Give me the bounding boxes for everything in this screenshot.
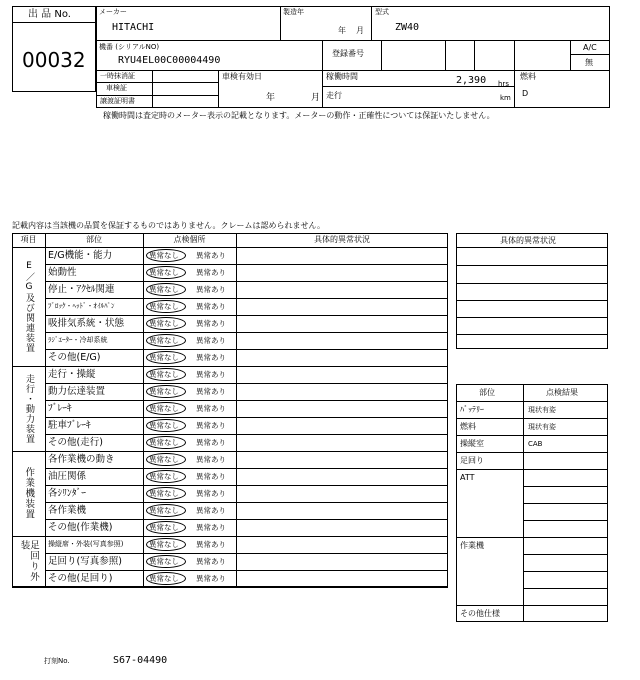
inspection-label: 車検有効日 bbox=[222, 72, 262, 81]
group-divider bbox=[12, 536, 448, 537]
maker-value: HITACHI bbox=[112, 22, 155, 33]
status-ng-label[interactable]: 異常あり bbox=[196, 370, 226, 379]
result-part-cab: 操縦室 bbox=[460, 439, 484, 448]
selected-oval-mark bbox=[146, 504, 186, 517]
status-ng-label[interactable]: 異常あり bbox=[196, 353, 226, 362]
row-divider bbox=[45, 281, 448, 282]
inspection-part: その他(E/G) bbox=[48, 352, 101, 363]
inspection-col-abnormal-header: 具体的異常状況 bbox=[314, 235, 370, 244]
model-label: 型式 bbox=[375, 8, 389, 16]
ac-value: 無 bbox=[585, 58, 593, 67]
inspection-part: 足回り(写真参照) bbox=[48, 556, 122, 567]
row-divider bbox=[45, 553, 448, 554]
status-ok-label[interactable]: 異常なし bbox=[149, 268, 179, 277]
model-value: ZW40 bbox=[395, 22, 420, 33]
selected-oval-mark bbox=[146, 487, 186, 500]
selected-oval-mark bbox=[146, 436, 186, 449]
status-ok-label[interactable]: 異常なし bbox=[149, 387, 179, 396]
column-divider bbox=[143, 233, 144, 587]
result-part-battery: ﾊﾞｯﾃﾘｰ bbox=[460, 405, 484, 414]
status-ok-label[interactable]: 異常なし bbox=[149, 455, 179, 464]
inspection-group-label: 作業機装置 bbox=[23, 467, 35, 520]
status-ok-label[interactable]: 異常なし bbox=[149, 302, 179, 311]
distance-unit: km bbox=[500, 94, 511, 102]
status-ng-label[interactable]: 異常あり bbox=[196, 557, 226, 566]
side-abnormal-header: 具体的異常状況 bbox=[500, 236, 556, 245]
status-ok-label[interactable]: 異常なし bbox=[149, 251, 179, 260]
inspection-part: その他(作業機) bbox=[48, 522, 113, 533]
status-ok-label[interactable]: 異常なし bbox=[149, 421, 179, 430]
selected-oval-mark bbox=[146, 334, 186, 347]
status-ng-label[interactable]: 異常あり bbox=[196, 404, 226, 413]
inspection-group-label: 足回り外装 bbox=[18, 540, 39, 582]
status-ng-label[interactable]: 異常あり bbox=[196, 268, 226, 277]
inspection-part: 各作業機の動き bbox=[48, 454, 115, 465]
serial-label: 機番 (シリアルNO) bbox=[99, 43, 160, 51]
status-ok-label[interactable]: 異常なし bbox=[149, 472, 179, 481]
status-ng-label[interactable]: 異常あり bbox=[196, 319, 226, 328]
row-divider bbox=[45, 417, 448, 418]
status-ok-label[interactable]: 異常なし bbox=[149, 540, 179, 549]
status-ng-label[interactable]: 異常あり bbox=[196, 472, 226, 481]
disclaimer: 記載内容は当該機の品質を保証するものではありません。クレームは認められません。 bbox=[12, 221, 325, 230]
status-ng-label[interactable]: 異常あり bbox=[196, 523, 226, 532]
result-value-battery: 現状有姿 bbox=[528, 406, 556, 414]
selected-oval-mark bbox=[146, 419, 186, 432]
selected-oval-mark bbox=[146, 300, 186, 313]
row-divider bbox=[45, 468, 448, 469]
status-ng-label[interactable]: 異常あり bbox=[196, 506, 226, 515]
status-ok-label[interactable]: 異常なし bbox=[149, 370, 179, 379]
status-ok-label[interactable]: 異常なし bbox=[149, 319, 179, 328]
status-ng-label[interactable]: 異常あり bbox=[196, 489, 226, 498]
maker-label: メーカー bbox=[99, 8, 127, 16]
result-col-part: 部位 bbox=[479, 388, 495, 397]
column-divider bbox=[236, 233, 237, 587]
inspection-part: 停止・ｱｸｾﾙ関連 bbox=[48, 284, 115, 295]
selected-oval-mark bbox=[146, 385, 186, 398]
fuel-value: D bbox=[522, 89, 529, 98]
hours-label: 稼働時間 bbox=[326, 72, 358, 81]
status-ok-label[interactable]: 異常なし bbox=[149, 557, 179, 566]
status-ok-label[interactable]: 異常なし bbox=[149, 336, 179, 345]
year-unit: 年 bbox=[338, 26, 346, 35]
selected-oval-mark bbox=[146, 266, 186, 279]
selected-oval-mark bbox=[146, 402, 186, 415]
row-divider bbox=[45, 570, 448, 571]
inspection-part: 始動性 bbox=[48, 267, 77, 278]
selected-oval-mark bbox=[146, 538, 186, 551]
selected-oval-mark bbox=[146, 249, 186, 262]
status-ok-label[interactable]: 異常なし bbox=[149, 438, 179, 447]
status-ng-label[interactable]: 異常あり bbox=[196, 540, 226, 549]
month-unit: 月 bbox=[356, 26, 364, 35]
inspection-part: ﾗｼﾞｴｰﾀｰ・冷却系統 bbox=[48, 336, 108, 344]
vehicle-cert-label: 車検証 bbox=[106, 84, 127, 92]
selected-oval-mark bbox=[146, 470, 186, 483]
selected-oval-mark bbox=[146, 351, 186, 364]
reg-no-label: 登録番号 bbox=[332, 49, 364, 58]
result-value-cab: CAB bbox=[528, 440, 543, 448]
status-ng-label[interactable]: 異常あり bbox=[196, 285, 226, 294]
stamp-no: S67-04490 bbox=[113, 655, 168, 666]
inspection-part: E/G機能・能力 bbox=[48, 250, 113, 261]
row-divider bbox=[45, 485, 448, 486]
inspection-col-part-header: 部位 bbox=[86, 235, 102, 244]
status-ng-label[interactable]: 異常あり bbox=[196, 574, 226, 583]
inspection-part: ﾌﾞﾛｯｸ・ﾍｯﾄﾞ・ｵｲﾙﾊﾟﾝ bbox=[48, 302, 115, 310]
row-divider bbox=[45, 519, 448, 520]
row-divider bbox=[45, 434, 448, 435]
result-part-undercarriage: 足回り bbox=[460, 456, 484, 465]
row-divider bbox=[45, 298, 448, 299]
inspection-month: 月 bbox=[311, 93, 321, 103]
selected-oval-mark bbox=[146, 572, 186, 585]
row-divider bbox=[45, 400, 448, 401]
status-ng-label[interactable]: 異常あり bbox=[196, 455, 226, 464]
selected-oval-mark bbox=[146, 453, 186, 466]
result-part-fuel: 燃料 bbox=[460, 422, 476, 431]
inspection-part: 吸排気系統・状態 bbox=[48, 318, 125, 329]
result-part-att: ATT bbox=[460, 473, 475, 482]
inspection-col-item-header: 項目 bbox=[20, 235, 37, 244]
status-ng-label[interactable]: 異常あり bbox=[196, 302, 226, 311]
inspection-year: 年 bbox=[266, 93, 276, 103]
inspection-part: ﾌﾞﾚｰｷ bbox=[48, 403, 72, 414]
lot-no: 00032 bbox=[22, 48, 86, 72]
selected-oval-mark bbox=[146, 283, 186, 296]
status-ng-label[interactable]: 異常あり bbox=[196, 251, 226, 260]
selected-oval-mark bbox=[146, 317, 186, 330]
row-divider bbox=[45, 264, 448, 265]
hours-note: 稼働時間は査定時のメーター表示の記載となります。メーターの動作・正確性については保証いたしません。 bbox=[103, 111, 495, 120]
status-ok-label[interactable]: 異常なし bbox=[149, 489, 179, 498]
result-part-work-equipment: 作業機 bbox=[460, 541, 484, 550]
transfer-cert-label: 譲渡証明書 bbox=[100, 97, 135, 105]
row-divider bbox=[45, 502, 448, 503]
status-ok-label[interactable]: 異常なし bbox=[149, 353, 179, 362]
row-divider bbox=[45, 315, 448, 316]
inspection-group-label: 走行・動力装置 bbox=[24, 373, 34, 444]
result-value-fuel: 現状有姿 bbox=[528, 423, 556, 431]
group-divider bbox=[12, 451, 448, 452]
column-divider bbox=[45, 233, 46, 587]
result-col-result: 点検結果 bbox=[546, 388, 578, 397]
year-label: 製造年 bbox=[283, 8, 304, 16]
group-divider bbox=[12, 366, 448, 367]
fuel-label: 燃料 bbox=[520, 72, 536, 81]
status-ok-label[interactable]: 異常なし bbox=[149, 285, 179, 294]
stamp-label: 打刻No. bbox=[44, 657, 70, 665]
row-divider bbox=[45, 332, 448, 333]
hours-unit: hrs bbox=[498, 80, 509, 88]
status-ng-label[interactable]: 異常あり bbox=[196, 387, 226, 396]
temp-license-label: 一時抹消証 bbox=[100, 72, 135, 80]
group-divider bbox=[12, 587, 448, 588]
inspection-part: その他(足回り) bbox=[48, 573, 113, 584]
inspection-part: 駐車ﾌﾞﾚｰｷ bbox=[48, 420, 91, 431]
inspection-group-label: E／G及び関連装置 bbox=[24, 260, 34, 353]
inspection-part: 動力伝達装置 bbox=[48, 386, 106, 397]
inspection-col-check-header: 点検個所 bbox=[173, 235, 206, 244]
ac-label: A/C bbox=[583, 43, 597, 52]
hours-value: 2,390 bbox=[456, 75, 487, 86]
serial-value: RYU4EL00C00004490 bbox=[118, 55, 221, 66]
inspection-part: 操縦席・外装(写真参照) bbox=[48, 540, 124, 548]
selected-oval-mark bbox=[146, 555, 186, 568]
status-ng-label[interactable]: 異常あり bbox=[196, 336, 226, 345]
header-divider bbox=[12, 247, 448, 248]
status-ok-label[interactable]: 異常なし bbox=[149, 574, 179, 583]
distance-label: 走行 bbox=[326, 91, 342, 100]
selected-oval-mark bbox=[146, 368, 186, 381]
status-ok-label[interactable]: 異常なし bbox=[149, 506, 179, 515]
selected-oval-mark bbox=[146, 521, 186, 534]
inspection-part: 油圧関係 bbox=[48, 471, 87, 482]
status-ng-label[interactable]: 異常あり bbox=[196, 421, 226, 430]
status-ng-label[interactable]: 異常あり bbox=[196, 438, 226, 447]
status-ok-label[interactable]: 異常なし bbox=[149, 523, 179, 532]
lot-no-label: 出 品 No. bbox=[28, 9, 71, 20]
inspection-part: 走行・操縦 bbox=[48, 369, 96, 380]
row-divider bbox=[45, 383, 448, 384]
inspection-part: 各作業機 bbox=[48, 505, 87, 516]
row-divider bbox=[45, 349, 448, 350]
inspection-part: その他(走行) bbox=[48, 437, 103, 448]
result-part-other-spec: その他仕様 bbox=[460, 609, 500, 618]
status-ok-label[interactable]: 異常なし bbox=[149, 404, 179, 413]
inspection-part: 各ｼﾘﾝﾀﾞｰ bbox=[48, 488, 87, 499]
